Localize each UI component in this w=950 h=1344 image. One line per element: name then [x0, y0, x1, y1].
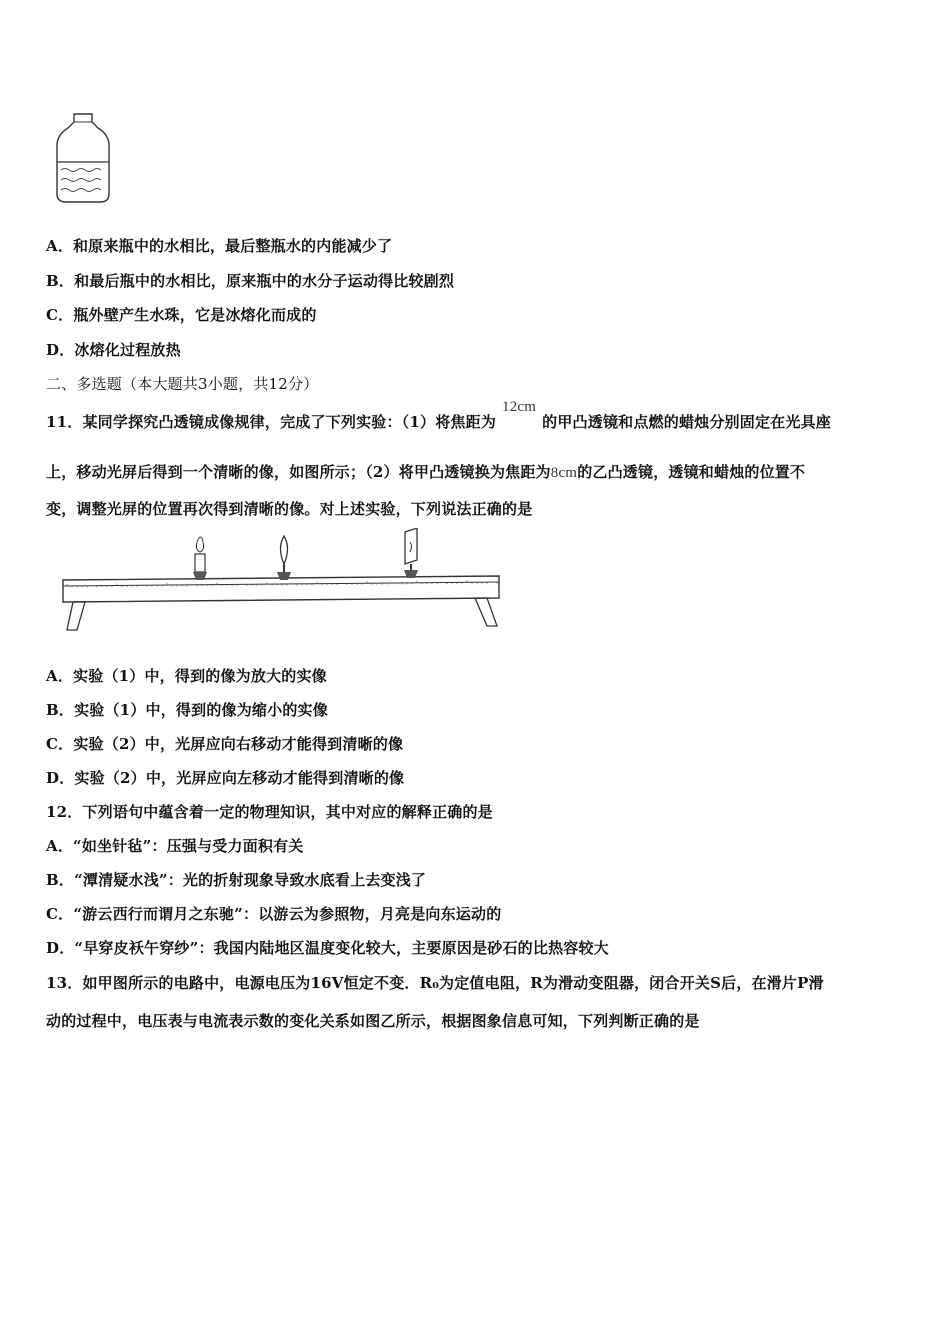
q12-option-d: D．“早穿皮袄午穿纱”：我国内陆地区温度变化较大，主要原因是砂石的比热容较大: [46, 939, 609, 957]
q11-line1-pre: 11．某同学探究凸透镜成像规律，完成了下列实验：（1）将焦距为: [46, 413, 497, 431]
bottle-figure: [52, 108, 122, 208]
q12-option-c: C．“游云西行而谓月之东驰”：以游云为参照物，月亮是向东运动的: [46, 905, 502, 923]
section-heading: 二、多选题（本大题共3小题，共12分）: [46, 375, 319, 393]
candle-icon: [193, 537, 207, 580]
q11-line-3: 变，调整光屏的位置再次得到清晰的像。对上述实验，下列说法正确的是: [46, 500, 533, 518]
q12-option-b: B．“潭清疑水浅”：光的折射现象导致水底看上去变浅了: [46, 871, 427, 889]
lens-icon: [277, 536, 291, 580]
q10-option-b: B．和最后瓶中的水相比，原来瓶中的水分子运动得比较剧烈: [46, 272, 455, 290]
screen-icon: [404, 528, 418, 578]
optical-bench-figure: [55, 528, 505, 633]
q11-option-d: D．实验（2）中，光屏应向左移动才能得到清晰的像: [46, 769, 405, 787]
q13-line-2: 动的过程中，电压表与电流表示数的变化关系如图乙所示，根据图象信息可知，下列判断正确的是: [46, 1012, 700, 1030]
q11-focal-12cm: 12cm: [502, 399, 537, 415]
q11-line1-post: 的甲凸透镜和点燃的蜡烛分别固定在光具座: [542, 413, 831, 431]
q10-option-a: A．和原来瓶中的水相比，最后整瓶水的内能减少了: [46, 237, 393, 255]
q10-option-c: C．瓶外壁产生水珠，它是冰熔化而成的: [46, 306, 317, 324]
q12-option-a: A．“如坐针毡”：压强与受力面积有关: [46, 837, 304, 855]
q13-line-1: 13．如甲图所示的电路中，电源电压为16V恒定不变．R₀为定值电阻，R为滑动变阻器，闭合开关S后，在滑片P滑: [46, 974, 824, 992]
q10-option-d: D．冰熔化过程放热: [46, 341, 181, 359]
q11-option-c: C．实验（2）中，光屏应向右移动才能得到清晰的像: [46, 735, 404, 753]
q11-line-1: [46, 399, 831, 432]
q12-stem: 12．下列语句中蕴含着一定的物理知识，其中对应的解释正确的是: [46, 803, 493, 821]
q11-line-2: [46, 461, 805, 482]
q11-line2-post: 的乙凸透镜，透镜和蜡烛的位置不: [577, 463, 806, 481]
q11-focal-8cm: 8cm: [550, 465, 578, 481]
q11-line2-pre: 上，移动光屏后得到一个清晰的像，如图所示；（2）将甲凸透镜换为焦距为: [46, 463, 551, 481]
q11-option-b: B．实验（1）中，得到的像为缩小的实像: [46, 701, 328, 719]
q11-option-a: A．实验（1）中，得到的像为放大的实像: [46, 667, 327, 685]
